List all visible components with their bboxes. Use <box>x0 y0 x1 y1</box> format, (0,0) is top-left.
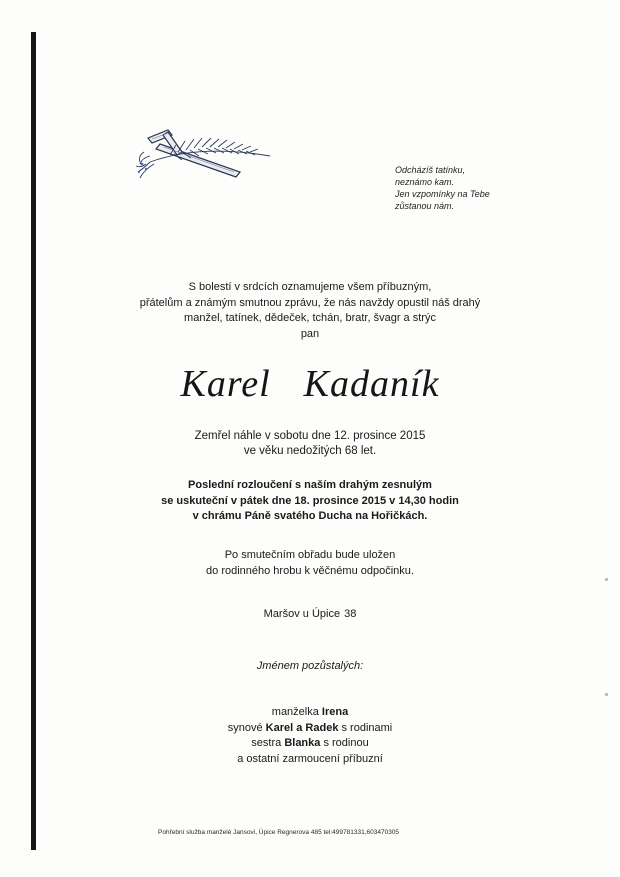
announcement-line: manžel, tatínek, dědeček, tchán, bratr, švagr a strýc <box>184 312 436 324</box>
announcement-line: pan <box>300 327 320 340</box>
family-suffix: s rodinou <box>320 737 369 749</box>
farewell-info <box>0 478 620 525</box>
farewell-line: se uskuteční v pátek dne 18. prosince 2015 v 14,30 hodin <box>161 494 459 507</box>
motto-line: zůstanou nám. <box>395 201 455 211</box>
motto-line: Odcházíš tatínku, <box>395 165 466 175</box>
family-relation: sestra <box>251 737 285 749</box>
family-list <box>0 705 620 767</box>
announcement-line: S bolestí v srdcích oznamujeme všem příbuzným, <box>188 281 432 293</box>
announcement-text <box>0 280 620 342</box>
on-behalf-heading: Jménem pozůstalých: <box>256 660 364 672</box>
motto-line: Jen vzpomínky na Tebe <box>395 189 490 199</box>
deceased-name: Karel Kadaník <box>180 363 440 405</box>
family-relation: manželka <box>271 706 322 718</box>
farewell-line: Poslední rozloučení s naším drahým zesnulým <box>188 479 432 491</box>
cross-palm-icon <box>130 122 275 182</box>
scan-speck <box>605 693 608 696</box>
motto-line: neznámo kam. <box>395 177 455 187</box>
family-name: Karel a Radek <box>265 721 339 734</box>
burial-line: Po smutečním obřadu bude uložen <box>224 549 396 561</box>
family-line <box>0 736 620 752</box>
family-name: Blanka <box>284 737 321 749</box>
family-relation: synové <box>227 721 266 734</box>
farewell-line: v chrámu Páně svatého Ducha na Hořičkách. <box>192 510 428 522</box>
family-line <box>0 705 620 721</box>
funeral-service-footer: Pohřební služba manželé Jansovi, Úpice Regnerova 485 tel:499781331,603470305 <box>158 829 400 836</box>
address-number: 38 <box>344 608 357 620</box>
home-address <box>0 608 620 620</box>
death-line: ve věku nedožitých 68 let. <box>243 445 377 457</box>
announcement-line: přátelům a známým smutnou zprávu, že nás navždy opustil náš drahý <box>139 296 481 309</box>
family-suffix: s rodinami <box>338 721 393 734</box>
address-place: Maršov u Úpice <box>263 608 341 620</box>
death-info <box>0 429 620 459</box>
burial-info <box>0 548 620 579</box>
death-line: Zemřel náhle v sobotu dne 12. prosince 2015 <box>194 430 426 442</box>
family-line <box>0 721 620 737</box>
motto-poem <box>395 164 565 212</box>
burial-line: do rodinného hrobu k věčnému odpočinku. <box>206 564 414 577</box>
family-line: a ostatní zarmoucení příbuzní <box>237 752 383 765</box>
family-name: Irena <box>321 706 349 718</box>
